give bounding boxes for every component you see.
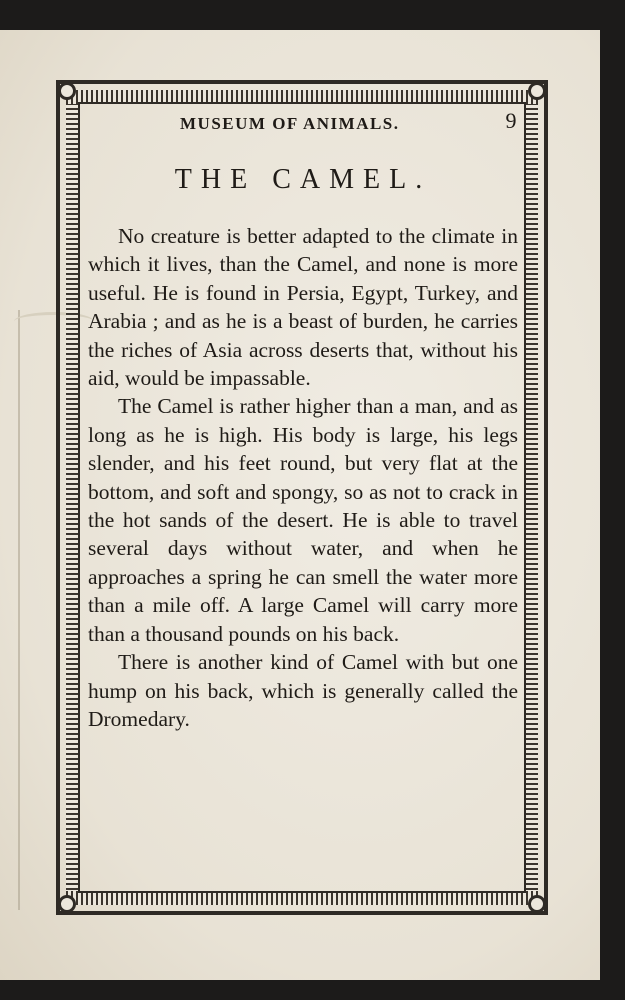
corner-ornament-top-right [528,82,546,100]
corner-ornament-bottom-right [528,895,546,913]
running-head [88,108,518,134]
corner-ornament-top-left [58,82,76,100]
paragraph-1: No creature is better adapted to the climate in which it lives, than the Camel, and none is more useful. He is found in Persia, Egypt, Turkey, and Arabia ; and as he is a beast of burden, he carries the riches of Asia across deserts that, without his aid, would be impassable. [88,224,518,391]
binding-stitch [18,310,26,910]
page-number: 9 [505,108,518,133]
corner-ornament-bottom-left [58,895,76,913]
page-content [88,108,518,733]
paragraph-3: There is another kind of Camel with but one hump on his back, which is generally called the Dromedary. [88,650,518,731]
running-head-title: MUSEUM OF ANIMALS. [180,114,400,133]
paragraph-2: The Camel is rather higher than a man, and as long as he is high. His body is large, his legs slender, and his feet round, but very flat at the bottom, and soft and spongy, so as not to crack in the hot sands of the desert. He is able to travel several days without water, and when he approaches a spring he can smell the water more than a mile off. A large Camel will carry more than a thousand pounds on his back. [88,394,518,646]
chapter-title: THE CAMEL. [174,164,432,195]
